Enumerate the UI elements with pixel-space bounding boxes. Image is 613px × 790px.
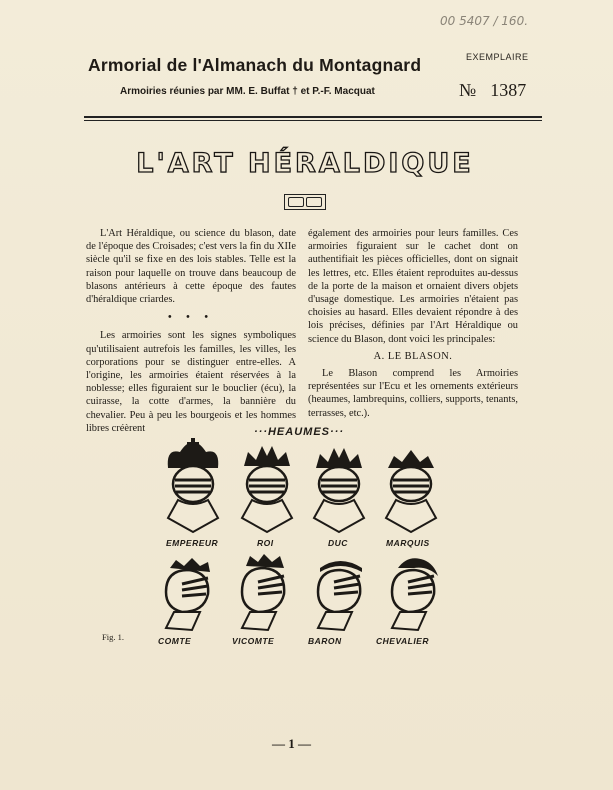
title-ornament-icon xyxy=(284,194,326,210)
helmet-comte-icon xyxy=(152,556,222,634)
section-title: L'ART HÉRALDIQUE xyxy=(136,148,474,179)
caption-marquis: MARQUIS xyxy=(386,538,430,548)
caption-comte: COMTE xyxy=(158,636,192,646)
helmet-duc-icon xyxy=(304,444,374,536)
header-rule-thin xyxy=(84,120,542,121)
number-label: № xyxy=(459,80,477,100)
figure-label: Fig. 1. xyxy=(102,632,124,642)
right-paragraph-2: Le Blason comprend les Armoiries représentées sur l'Ecu et les ornements extérieurs (heaumes, lambrequins, colliers, supports, tenants, terrasses, etc.). xyxy=(308,368,518,419)
copy-number xyxy=(459,80,526,101)
publication-title: Armorial de l'Almanach du Montagnard xyxy=(88,55,422,75)
exemplaire-label: EXEMPLAIRE xyxy=(466,52,529,62)
figure-title: ···HEAUMES··· xyxy=(254,426,344,438)
left-column xyxy=(86,227,296,435)
caption-empereur: EMPEREUR xyxy=(166,538,219,548)
header-rule-thick xyxy=(84,116,542,118)
subsection-heading: A. LE BLASON. xyxy=(373,350,453,362)
caption-roi: ROI xyxy=(257,538,274,548)
helmet-empereur-icon xyxy=(158,438,228,536)
helmet-roi-icon xyxy=(232,440,302,536)
pencil-inventory-note: 00 5407 / 160. xyxy=(440,14,529,28)
number-value: 1387 xyxy=(490,80,527,100)
left-paragraph-1: L'Art Héraldique, ou science du blason, date de l'époque des Croisades; c'est vers la fin du XIIe siècle qu'il se fixe en des lois stables. Telle est la raison pour laquelle on trouve dans beaucoup de blasons antérieurs à cette époque des fautes d'héraldique criardes. xyxy=(86,228,296,306)
helmet-baron-icon xyxy=(304,554,374,634)
caption-chevalier: CHEVALIER xyxy=(376,636,429,646)
authors-line: Armoiries réunies par MM. E. Buffat † et P.-F. Macquat xyxy=(120,86,375,97)
caption-duc: DUC xyxy=(328,538,348,548)
helmet-vicomte-icon xyxy=(228,552,298,634)
right-column xyxy=(308,227,518,420)
caption-vicomte: VICOMTE xyxy=(232,636,275,646)
helmet-chevalier-icon xyxy=(378,552,448,634)
right-paragraph-1: également des armoiries pour leurs familles. Ces armoiries figuraient sur le cachet dont on authentifiait les pièces officielles, dont on signait les lettres, etc. Elles étaient reproduites au-dessus de la porte de la maison et ornaient divers objets d'usage domestique. Les armoiries n'étaient pas choisies au hasard. Elles devaient répondre à des lois précises, définies par l'Art Héraldique ou science du Blason, dont voici les principales: xyxy=(308,228,518,345)
left-paragraph-2: Les armoiries sont les signes symboliques qu'utilisaient autrefois les familles, les villes, les corporations pour se distinguer entre-elles. A l'origine, les armoiries étaient réservées à la noblesse; elles figuraient sur le bouclier (écu), la cuirasse, la cotte d'armes, la bannière du chevalier. Peu à peu les bourgeois et les hommes libres créèrent xyxy=(86,330,296,434)
helmet-marquis-icon xyxy=(376,446,446,536)
paragraph-separator: • • • xyxy=(167,312,215,324)
page-number: — 1 — xyxy=(272,736,311,751)
caption-baron: BARON xyxy=(308,636,342,646)
